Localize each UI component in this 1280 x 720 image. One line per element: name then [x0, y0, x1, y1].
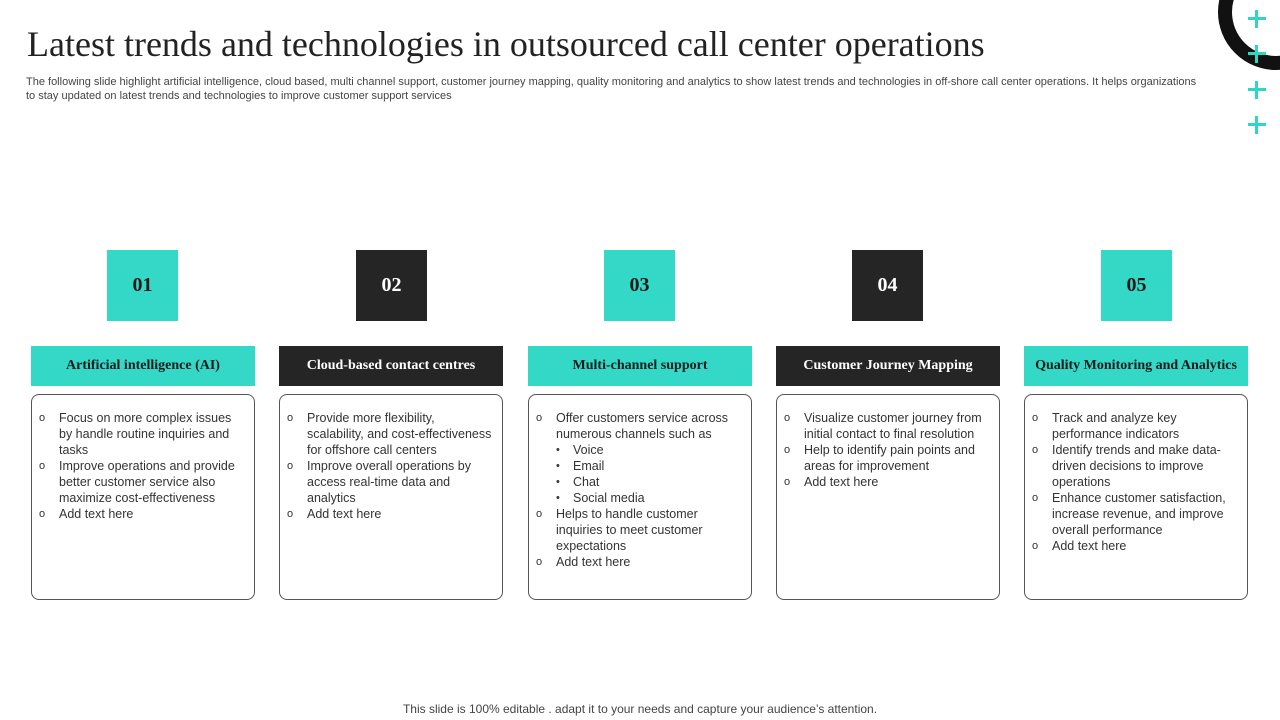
list-item [287, 410, 492, 458]
list-item [784, 442, 989, 474]
list-item [784, 410, 989, 442]
list-item-text: Improve overall operations by access real-time data and analytics [307, 459, 471, 505]
column-header-5: Quality Monitoring and Analytics [1024, 346, 1248, 386]
plus-icon [1246, 114, 1268, 136]
bullet-dot-icon: • [556, 492, 560, 504]
bullet-circle-icon: o [287, 508, 294, 520]
bullet-circle-icon: o [784, 476, 791, 488]
bullet-circle-icon: o [1032, 412, 1039, 424]
bullet-circle-icon: o [287, 412, 294, 424]
list-item [1032, 410, 1237, 442]
list-item-text: Track and analyze key performance indicators [1052, 411, 1180, 441]
bullet-list [784, 410, 989, 490]
bullet-circle-icon: o [536, 508, 543, 520]
column-header-2: Cloud-based contact centres [279, 346, 503, 386]
column-header-1: Artificial intelligence (AI) [31, 346, 255, 386]
sub-list-item [536, 490, 741, 506]
list-item [1032, 538, 1237, 554]
list-item [287, 506, 492, 522]
list-item-text: Add text here [1052, 539, 1127, 553]
step-number-3: 03 [604, 250, 675, 321]
plus-icon [1246, 79, 1268, 101]
slide-subtitle: The following slide highlight artificial intelligence, cloud based, multi channel support, customer journey mapping, quality monitoring and analytics to show latest trends and technologies in off-shore call center operations. It helps organizations to stay updated on latest trends and technologies to improve customer support services [26, 76, 1197, 102]
list-item [1032, 490, 1237, 538]
bullet-circle-icon: o [784, 444, 791, 456]
list-item-text: Add text here [804, 475, 879, 489]
list-item [784, 474, 989, 490]
list-item-text: Add text here [307, 507, 382, 521]
bullet-list [287, 410, 492, 522]
list-item [536, 554, 741, 570]
bullet-circle-icon: o [1032, 540, 1039, 552]
list-item [287, 458, 492, 506]
column-header-4: Customer Journey Mapping [776, 346, 1000, 386]
list-item-text: Enhance customer satisfaction, increase revenue, and improve overall performance [1052, 491, 1226, 537]
list-item-text: Offer customers service across numerous channels such as [556, 411, 729, 441]
list-item [39, 458, 244, 506]
slide-footer: This slide is 100% editable . adapt it to your needs and capture your audience’s attention. [402, 702, 878, 716]
step-number-5: 05 [1101, 250, 1172, 321]
list-item [39, 506, 244, 522]
list-item [536, 410, 741, 442]
list-item [536, 506, 741, 554]
list-item-text: Focus on more complex issues by handle routine inquiries and tasks [59, 411, 232, 457]
step-number-1: 01 [107, 250, 178, 321]
slide-title: Latest trends and technologies in outsourced call center operations [27, 24, 985, 64]
bullet-dot-icon: • [556, 476, 560, 488]
bullet-circle-icon: o [536, 412, 543, 424]
list-item [39, 410, 244, 458]
bullet-dot-icon: • [556, 460, 560, 472]
content-card-2 [279, 394, 503, 600]
list-item-text: Visualize customer journey from initial contact to final resolution [804, 411, 982, 441]
sub-list-item [536, 442, 741, 458]
bullet-circle-icon: o [39, 412, 46, 424]
list-item [1032, 442, 1237, 490]
step-number-4: 04 [852, 250, 923, 321]
list-item-text: Email [573, 459, 605, 473]
content-card-3 [528, 394, 752, 600]
plus-icon [1246, 8, 1268, 30]
list-item-text: Voice [573, 443, 604, 457]
list-item-text: Identify trends and make data-driven decisions to improve operations [1052, 443, 1221, 489]
bullet-list [39, 410, 244, 522]
sub-list-item [536, 458, 741, 474]
bullet-circle-icon: o [1032, 444, 1039, 456]
bullet-circle-icon: o [39, 508, 46, 520]
bullet-list [536, 410, 741, 570]
bullet-circle-icon: o [1032, 492, 1039, 504]
list-item-text: Add text here [556, 555, 631, 569]
list-item-text: Provide more flexibility, scalability, and cost-effectiveness for offshore call centers [307, 411, 492, 457]
content-card-1 [31, 394, 255, 600]
list-item-text: Improve operations and provide better customer service also maximize cost-effectiveness [59, 459, 235, 505]
list-item-text: Add text here [59, 507, 134, 521]
column-header-3: Multi-channel support [528, 346, 752, 386]
bullet-circle-icon: o [784, 412, 791, 424]
list-item-text: Help to identify pain points and areas for improvement [804, 443, 975, 473]
bullet-circle-icon: o [39, 460, 46, 472]
list-item-text: Social media [573, 491, 645, 505]
step-number-2: 02 [356, 250, 427, 321]
content-card-4 [776, 394, 1000, 600]
list-item-text: Helps to handle customer inquiries to meet customer expectations [556, 507, 703, 553]
plus-icon [1246, 43, 1268, 65]
list-item-text: Chat [573, 475, 600, 489]
bullet-circle-icon: o [287, 460, 294, 472]
bullet-dot-icon: • [556, 444, 560, 456]
bullet-list [1032, 410, 1237, 554]
sub-list-item [536, 474, 741, 490]
content-card-5 [1024, 394, 1248, 600]
bullet-circle-icon: o [536, 556, 543, 568]
